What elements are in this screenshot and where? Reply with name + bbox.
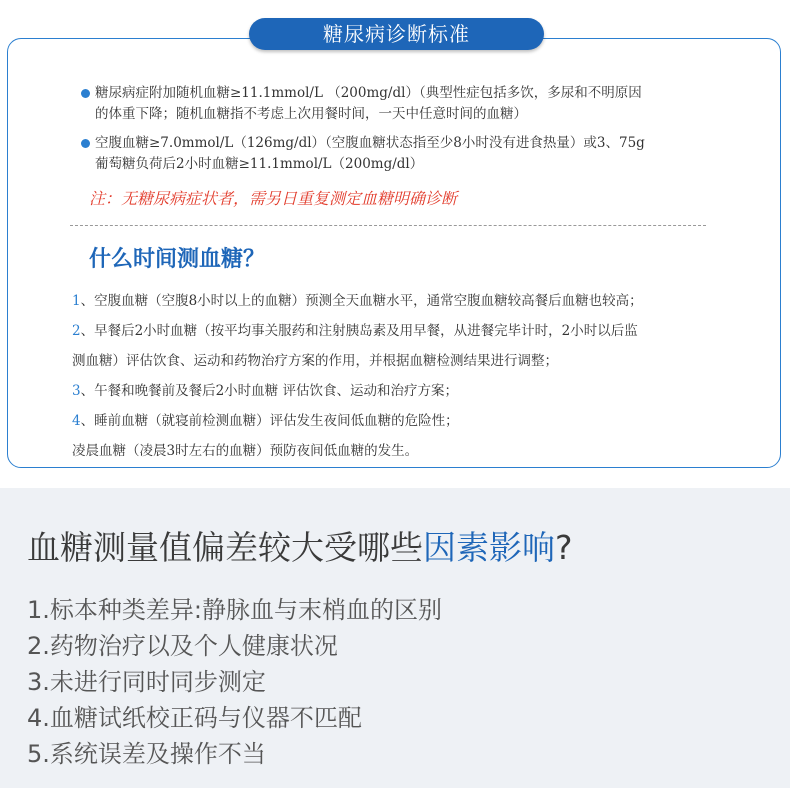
criterion-1-line-2: 的体重下降；随机血糖指不考虑上次用餐时间，一天中任意时间的血糖） — [95, 106, 527, 122]
when-line: 3、午餐和晚餐前及餐后2小时血糖 评估饮食、运动和治疗方案； — [72, 383, 458, 399]
factor-item: 3.未进行同时同步测定 — [27, 668, 266, 696]
criterion-1-line-1: 糖尿病症附加随机血糖≥11.1mmol/L （200mg/dl）（典型性症包括多饮，多尿和不明原因 — [95, 85, 642, 101]
note-text: 注：无糖尿病症状者，需另日重复测定血糖明确诊断 — [89, 189, 458, 208]
when-line: 凌晨血糖（凌晨3时左右的血糖）预防夜间低血糖的发生。 — [72, 443, 419, 459]
card-title: 糖尿病诊断标准 — [249, 18, 544, 50]
when-title: 什么时间测血糖？ — [89, 247, 266, 272]
factor-item: 2.药物治疗以及个人健康状况 — [27, 632, 338, 660]
factor-item: 4.血糖试纸校正码与仪器不匹配 — [27, 704, 362, 732]
dashed-divider — [70, 225, 706, 226]
when-line: 2、早餐后2小时血糖（按平均事关服药和注射胰岛素及用早餐，从进餐完毕计时，2小时以后监 — [72, 323, 638, 339]
criterion-1 — [95, 83, 705, 125]
bullet-icon — [81, 139, 90, 148]
factors-title: 血糖测量值偏差较大受哪些因素影响? — [27, 528, 573, 567]
bullet-icon — [81, 89, 90, 98]
when-line: 4、睡前血糖（就寝前检测血糖）评估发生夜间低血糖的危险性； — [72, 413, 459, 429]
criterion-2 — [95, 133, 705, 175]
criterion-2-line-1: 空腹血糖≥7.0mmol/L（126mg/dl）（空腹血糖状态指至少8小时没有进食热量）或3、75g — [95, 135, 645, 151]
factor-item: 1.标本种类差异:静脉血与末梢血的区别 — [27, 596, 442, 624]
when-line: 测血糖）评估饮食、运动和药物治疗方案的作用，并根据血糖检测结果进行调整； — [72, 353, 558, 369]
when-line: 1、空腹血糖（空腹8小时以上的血糖）预测全天血糖水平，通常空腹血糖较高餐后血糖也较高； — [72, 293, 643, 309]
factor-item: 5.系统误差及操作不当 — [27, 740, 266, 768]
criterion-2-line-2: 葡萄糖负荷后2小时血糖≥11.1mmol/L（200mg/dl） — [95, 156, 424, 172]
